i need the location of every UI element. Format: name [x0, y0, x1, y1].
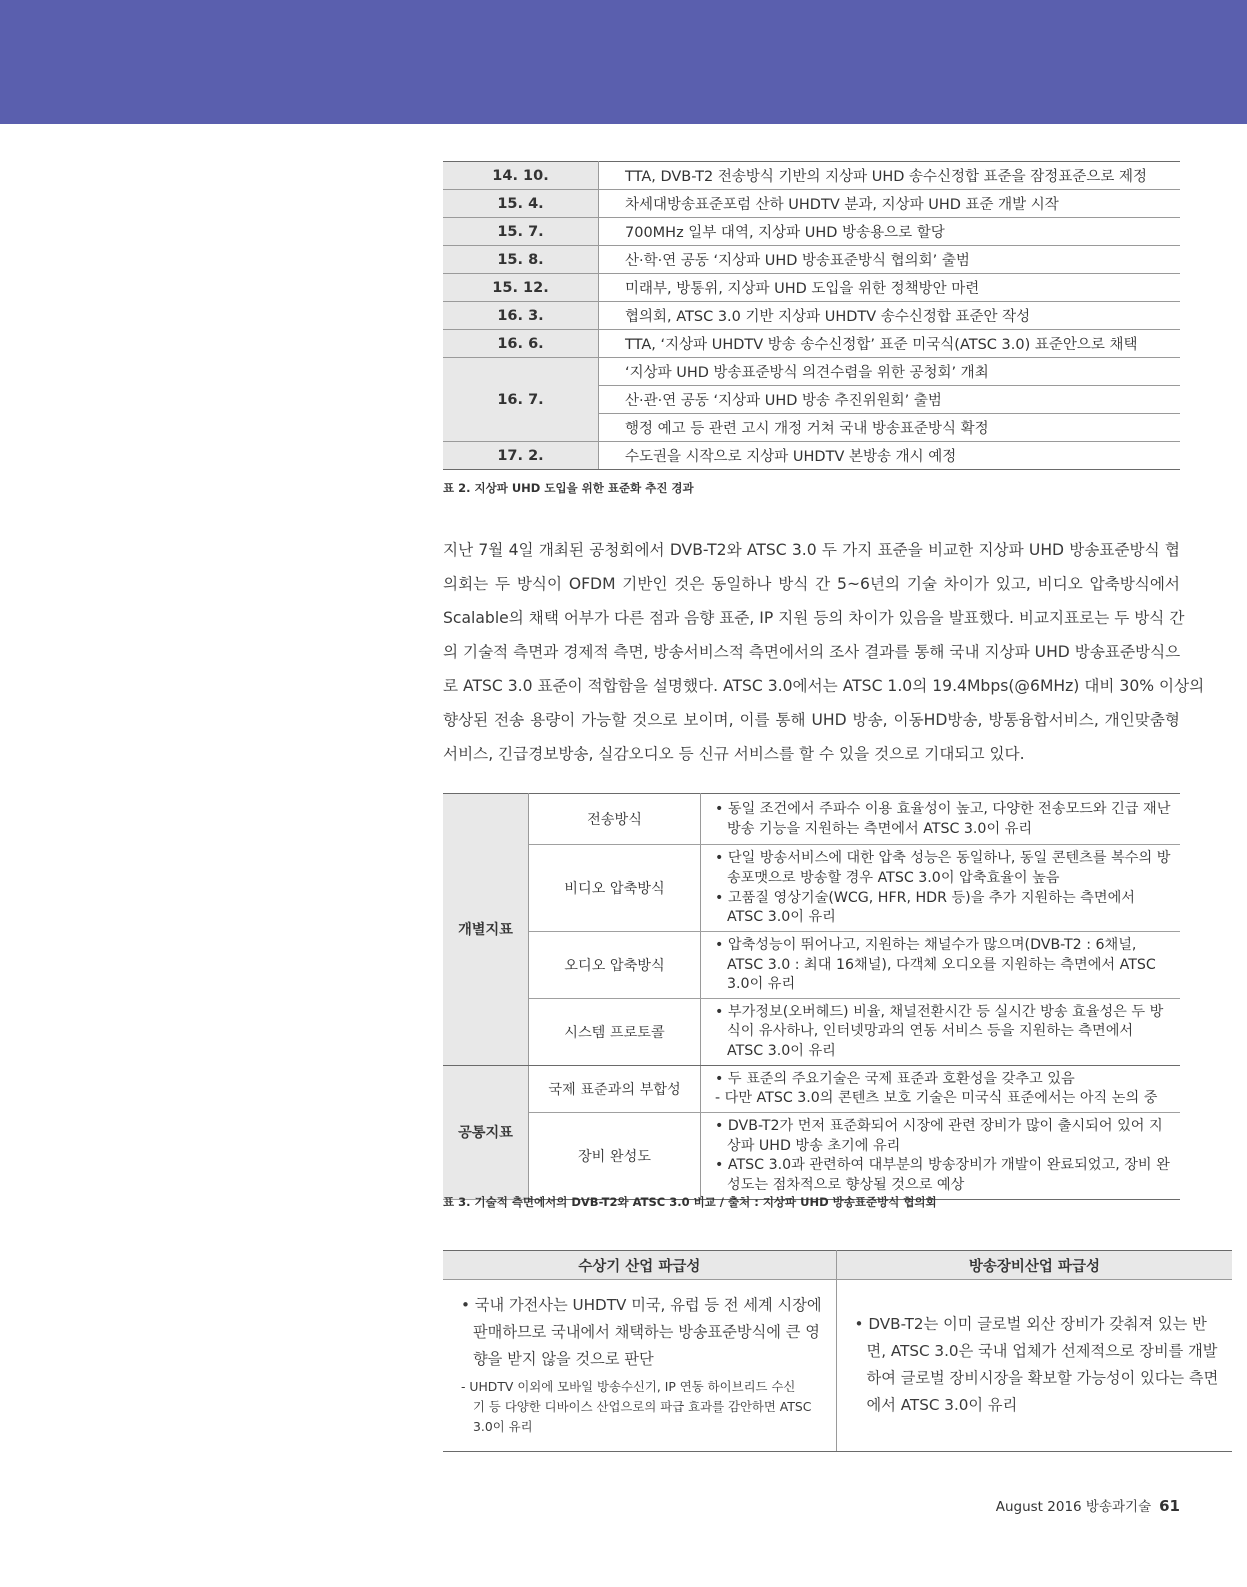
row-desc: TTA, ‘지상파 UHDTV 방송 송수신정합’ 표준 미국식(ATSC 3.0) 표준안으로 채택: [599, 330, 1181, 358]
body-line: 의 기술적 측면과 경제적 측면, 방송서비스적 측면에서의 조사 결과를 통해 국내 지상파 UHD 방송표준방식으: [443, 643, 1181, 661]
page-footer: [996, 1495, 1180, 1515]
row-desc: 행정 예고 등 관련 고시 개정 거쳐 국내 방송표준방식 확정: [599, 414, 1181, 442]
body-line: Scalable의 채택 어부가 다른 점과 음향 표준, IP 지원 등의 차이가 있음을 발표했다. 비교지표로는 두 방식 간: [443, 609, 1185, 627]
table-row: [443, 794, 1180, 845]
table-row: [443, 190, 1180, 218]
item-desc: [701, 794, 1181, 845]
item-desc-line: • 부가정보(오버헤드) 비율, 채널전환시간 등 실시간 방송 효율성은 두 방식이 유사하나, 인터넷망과의 연동 서비스 등을 지원하는 측면에서 ATSC 3.0이 유리: [715, 1003, 1164, 1060]
table-header-row: [443, 1251, 1232, 1280]
table-row: [443, 330, 1180, 358]
row-desc: TTA, DVB-T2 전송방식 기반의 지상파 UHD 송수신정합 표준을 잠정표준으로 제정: [599, 162, 1181, 190]
row-desc: 산·관·연 공동 ‘지상파 UHD 방송 추진위원회’ 출범: [599, 386, 1181, 414]
top-banner: [0, 0, 1247, 124]
timeline-table: [443, 161, 1180, 470]
item-desc-line: • 고품질 영상기술(WCG, HFR, HDR 등)을 추가 지원하는 측면에서 ATSC 3.0이 유리: [715, 889, 1136, 926]
item-desc-line: - 다만 ATSC 3.0의 콘텐츠 보호 기술은 미국식 표준에서는 아직 논의 중: [715, 1090, 1158, 1107]
equipment-industry-cell: [836, 1280, 1232, 1452]
body-line: 서비스, 긴급경보방송, 실감오디오 등 신규 서비스를 할 수 있을 것으로 기대되고 있다.: [443, 745, 1025, 763]
main-point-line: • DVB-T2는 이미 글로벌 외산 장비가 갖춰져 있는 반: [854, 1314, 1207, 1333]
item-desc-line: • DVB-T2가 먼저 표준화되어 시장에 관련 장비가 많이 출시되어 있어 지상파 UHD 방송 초기에 유리: [715, 1118, 1163, 1154]
sub-point-line: 기 등 다양한 디바이스 산업으로의 파급 효과를 감안하면 ATSC: [473, 1399, 812, 1414]
group-label: 공통지표: [443, 1065, 529, 1199]
row-date: 14. 10.: [443, 162, 599, 190]
item-desc: [701, 845, 1181, 932]
item-desc: [701, 1065, 1181, 1112]
item-label: 오디오 압축방식: [529, 932, 701, 999]
row-desc: 700MHz 일부 대역, 지상파 UHD 방송용으로 할당: [599, 218, 1181, 246]
page-number: 61: [1159, 1497, 1180, 1515]
table-row: [443, 302, 1180, 330]
row-desc: ‘지상파 UHD 방송표준방식 의견수렴을 위한 공청회’ 개최: [599, 358, 1181, 386]
table-row: [443, 1280, 1232, 1452]
body-line: 로 ATSC 3.0 표준이 적합함을 설명했다. ATSC 3.0에서는 ATSC 1.0의 19.4Mbps(@6MHz) 대비 30% 이상의: [443, 677, 1205, 695]
main-point: [461, 1292, 822, 1373]
item-desc: [701, 998, 1181, 1065]
item-label: 국제 표준과의 부합성: [529, 1065, 701, 1112]
row-desc: 차세대방송표준포럼 산하 UHDTV 분과, 지상파 UHD 표준 개발 시작: [599, 190, 1181, 218]
main-point-line: 면, ATSC 3.0은 국내 업체가 선제적으로 장비를 개발: [866, 1341, 1218, 1360]
comparison-table: [443, 793, 1180, 1200]
table-row: [443, 442, 1180, 470]
item-desc-line: • 단일 방송서비스에 대한 압축 성능은 동일하나, 동일 콘텐츠를 복수의 방송포맷으로 방송할 경우 ATSC 3.0이 압축효율이 높음: [715, 850, 1171, 886]
table-row: [443, 998, 1180, 1065]
column-header: 방송장비산업 파급성: [836, 1251, 1232, 1280]
body-line: 지난 7월 4일 개최된 공청회에서 DVB-T2와 ATSC 3.0 두 가지 표준을 비교한 지상파 UHD 방송표준방식 협: [443, 541, 1180, 559]
table-row: [443, 162, 1180, 190]
row-desc: 산·학·연 공동 ‘지상파 UHD 방송표준방식 협의회’ 출범: [599, 246, 1181, 274]
group-label: 개별지표: [443, 794, 529, 1066]
main-point-line: 하여 글로벌 장비시장을 확보할 가능성이 있다는 측면: [866, 1368, 1219, 1387]
row-date: 15. 8.: [443, 246, 599, 274]
item-label: 전송방식: [529, 794, 701, 845]
sub-point-line: 3.0이 유리: [473, 1419, 533, 1434]
item-label: 비디오 압축방식: [529, 845, 701, 932]
footer-text: August 2016 방송과기술: [995, 1499, 1152, 1515]
table-row: [443, 932, 1180, 999]
table-row: [443, 246, 1180, 274]
table-row: [443, 1065, 1180, 1112]
table-row: [443, 358, 1180, 386]
main-point-line: • 국내 가전사는 UHDTV 미국, 유럽 등 전 세계 시장에: [461, 1296, 822, 1314]
row-desc: 수도권을 시작으로 지상파 UHDTV 본방송 개시 예정: [599, 442, 1181, 470]
sub-point-line: - UHDTV 이외에 모바일 방송수신기, IP 연동 하이브리드 수신: [461, 1379, 796, 1394]
row-date: 16. 6.: [443, 330, 599, 358]
row-date: 15. 12.: [443, 274, 599, 302]
item-desc-line: • 압축성능이 뛰어나고, 지원하는 채널수가 많으며(DVB-T2 : 6채널, ATSC 3.0 : 최대 16채널), 다객체 오디오를 지원하는 측면에서 ATSC 3.0이 유리: [715, 937, 1156, 993]
item-desc: [701, 1112, 1181, 1199]
table-row: [443, 1112, 1180, 1199]
row-desc: 미래부, 방통위, 지상파 UHD 도입을 위한 정책방안 마련: [599, 274, 1181, 302]
item-label: 시스템 프로토콜: [529, 998, 701, 1065]
main-point-line: 향을 받지 않을 것으로 판단: [473, 1350, 654, 1368]
table2-caption: 표 2. 지상파 UHD 도입을 위한 표준화 추진 경과: [443, 481, 694, 495]
body-line: 향상된 전송 용량이 가능할 것으로 보이며, 이를 통해 UHD 방송, 이동HD방송, 방통융합서비스, 개인맞춤형: [443, 711, 1180, 729]
table-row: [443, 274, 1180, 302]
item-desc-line: • 동일 조건에서 주파수 이용 효율성이 높고, 다양한 전송모드와 긴급 재난 방송 기능을 지원하는 측면에서 ATSC 3.0이 유리: [715, 800, 1171, 837]
table3-caption: 표 3. 기술적 측면에서의 DVB-T2와 ATSC 3.0 비교 / 출처 : 지상파 UHD 방송표준방식 협의회: [443, 1195, 937, 1209]
main-point: [855, 1311, 1219, 1419]
item-label: 장비 완성도: [529, 1112, 701, 1199]
main-point-line: 판매하므로 국내에서 채택하는 방송표준방식에 큰 영: [473, 1323, 820, 1341]
receiver-industry-cell: [443, 1280, 836, 1452]
row-date: 16. 3.: [443, 302, 599, 330]
row-date: 15. 4.: [443, 190, 599, 218]
row-date: 15. 7.: [443, 218, 599, 246]
main-point-line: 에서 ATSC 3.0이 유리: [866, 1395, 1018, 1414]
item-desc-line: • 두 표준의 주요기술은 국제 표준과 호환성을 갖추고 있음: [715, 1070, 1075, 1087]
row-date: 16. 7.: [443, 358, 599, 442]
row-date: 17. 2.: [443, 442, 599, 470]
item-desc: [701, 932, 1181, 999]
table-row: [443, 845, 1180, 932]
table-row: [443, 218, 1180, 246]
body-line: 의회는 두 방식이 OFDM 기반인 것은 동일하나 방식 간 5~6년의 기술 차이가 있고, 비디오 압축방식에서: [443, 575, 1180, 593]
column-header: 수상기 산업 파급성: [443, 1251, 836, 1280]
row-desc: 협의회, ATSC 3.0 기반 지상파 UHDTV 송수신정합 표준안 작성: [599, 302, 1181, 330]
sub-point: [461, 1377, 822, 1437]
item-desc-line: • ATSC 3.0과 관련하여 대부분의 방송장비가 개발이 완료되었고, 장비 완성도는 점차적으로 향상될 것으로 예상: [715, 1157, 1170, 1194]
body-paragraph: [443, 533, 1205, 771]
industry-impact-table: [443, 1250, 1232, 1452]
